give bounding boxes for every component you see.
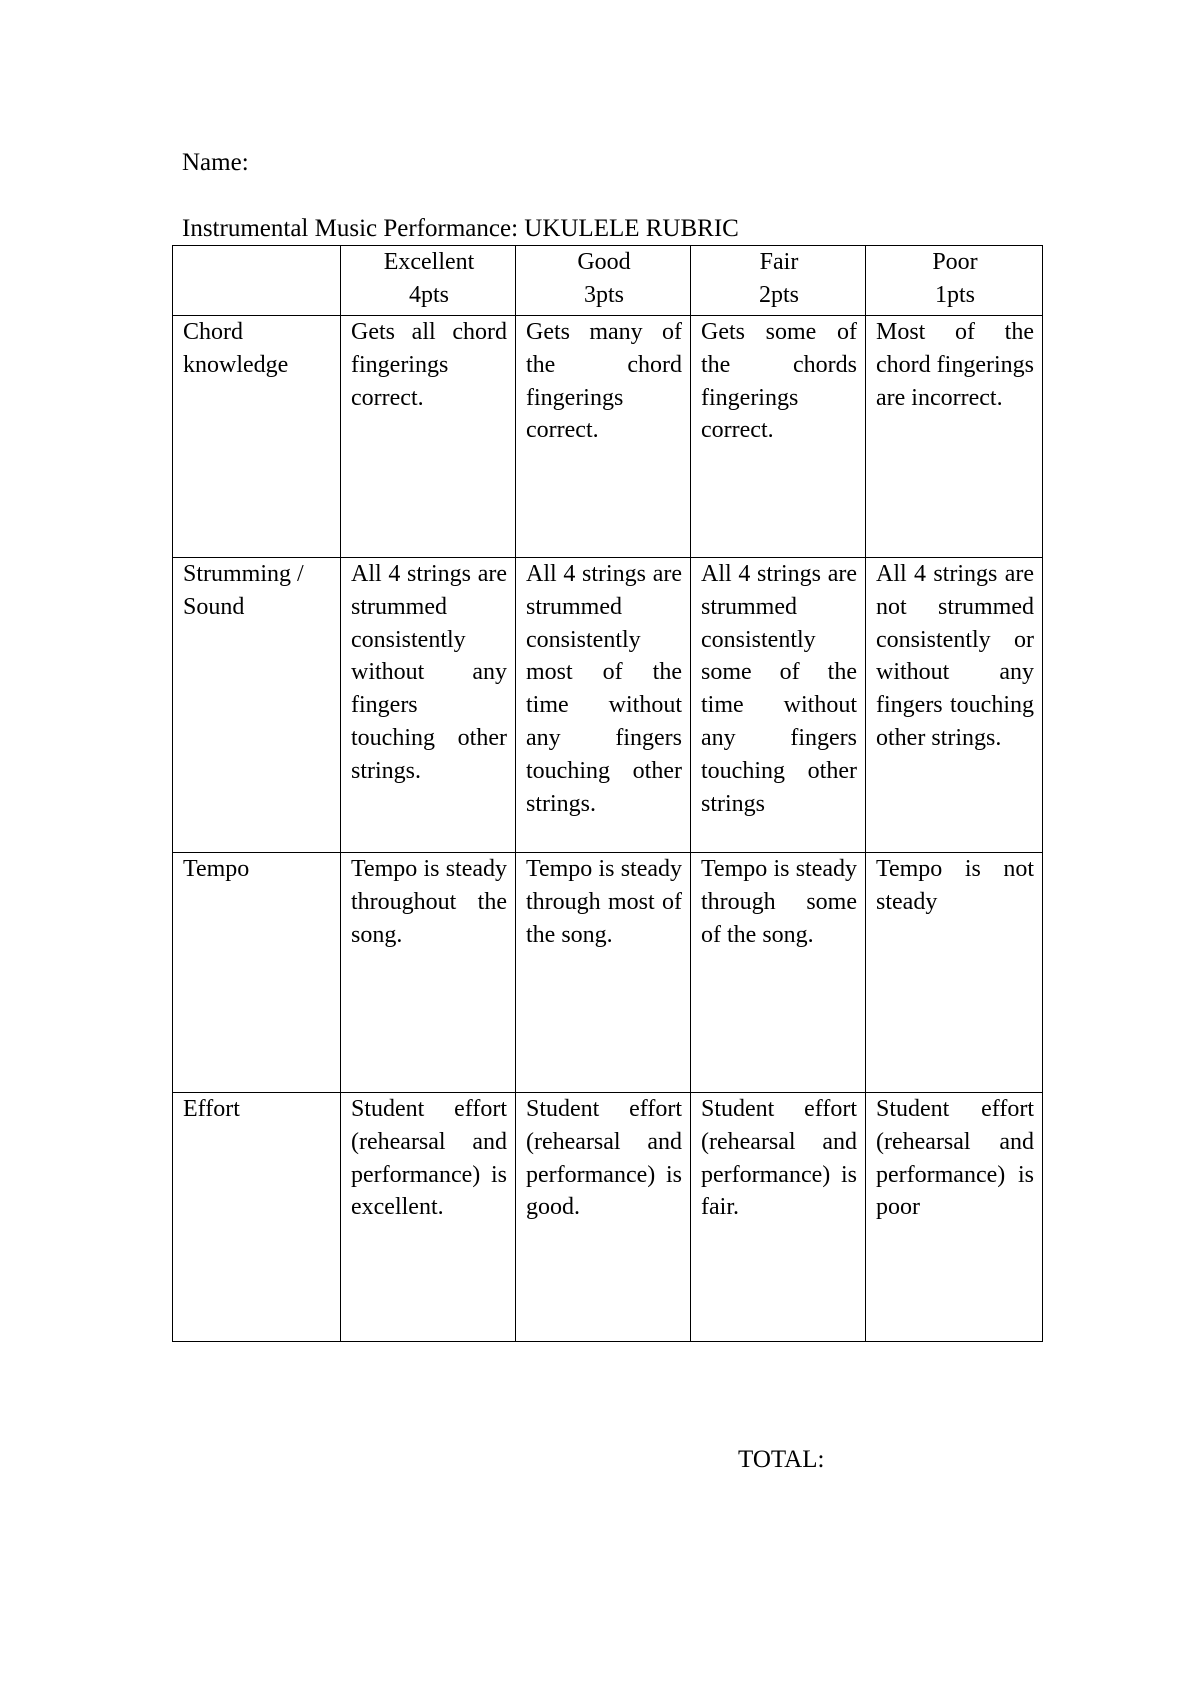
descriptor-cell: All 4 strings are strummed consistently most of the time without any fingers touching other strings.: [516, 558, 691, 853]
header-level: Excellent: [383, 249, 475, 275]
descriptor-cell: Student effort (rehearsal and performance) is good.: [516, 1093, 691, 1342]
criterion-cell: Tempo: [173, 853, 341, 1093]
total-label: TOTAL:: [738, 1446, 825, 1473]
criterion-cell: Chord knowledge: [173, 316, 341, 558]
descriptor-cell: Tempo is not steady: [866, 853, 1043, 1093]
header-level: Fair: [759, 249, 799, 275]
table-row: [173, 1093, 1043, 1342]
descriptor-cell: Tempo is steady through most of the song.: [516, 853, 691, 1093]
header-empty-cell: [173, 246, 341, 316]
header-good: [516, 246, 691, 316]
header-points: 3pts: [583, 281, 624, 308]
header-points: 1pts: [934, 281, 975, 308]
header-points: 4pts: [408, 281, 449, 308]
descriptor-cell: All 4 strings are strummed consistently some of the time without any fingers touching other strings: [691, 558, 866, 853]
descriptor-cell: Gets some of the chords fingerings correct.: [691, 316, 866, 558]
descriptor-cell: Student effort (rehearsal and performance) is poor: [866, 1093, 1043, 1342]
header-level: Poor: [932, 249, 978, 275]
header-fair: [691, 246, 866, 316]
descriptor-cell: Tempo is steady through some of the song.: [691, 853, 866, 1093]
criterion-cell: Strumming / Sound: [173, 558, 341, 853]
descriptor-cell: Most of the chord fingerings are incorrect.: [866, 316, 1043, 558]
header-excellent: [341, 246, 516, 316]
table-row: [173, 853, 1043, 1093]
header-level: Good: [577, 249, 631, 275]
descriptor-cell: All 4 strings are strummed consistently without any fingers touching other strings.: [341, 558, 516, 853]
descriptor-cell: All 4 strings are not strummed consistently or without any fingers touching other strings.: [866, 558, 1043, 853]
header-poor: [866, 246, 1043, 316]
descriptor-cell: Student effort (rehearsal and performance) is excellent.: [341, 1093, 516, 1342]
header-points: 2pts: [758, 281, 799, 308]
descriptor-cell: Gets all chord fingerings correct.: [341, 316, 516, 558]
name-label: Name:: [182, 149, 249, 176]
rubric-table: [172, 245, 1043, 1342]
table-row: [173, 316, 1043, 558]
header-row: [173, 246, 1043, 316]
descriptor-cell: Student effort (rehearsal and performance) is fair.: [691, 1093, 866, 1342]
rubric-title: Instrumental Music Performance: UKULELE RUBRIC: [182, 215, 739, 242]
table-row: [173, 558, 1043, 853]
criterion-cell: Effort: [173, 1093, 341, 1342]
descriptor-cell: Tempo is steady throughout the song.: [341, 853, 516, 1093]
descriptor-cell: Gets many of the chord fingerings correct.: [516, 316, 691, 558]
